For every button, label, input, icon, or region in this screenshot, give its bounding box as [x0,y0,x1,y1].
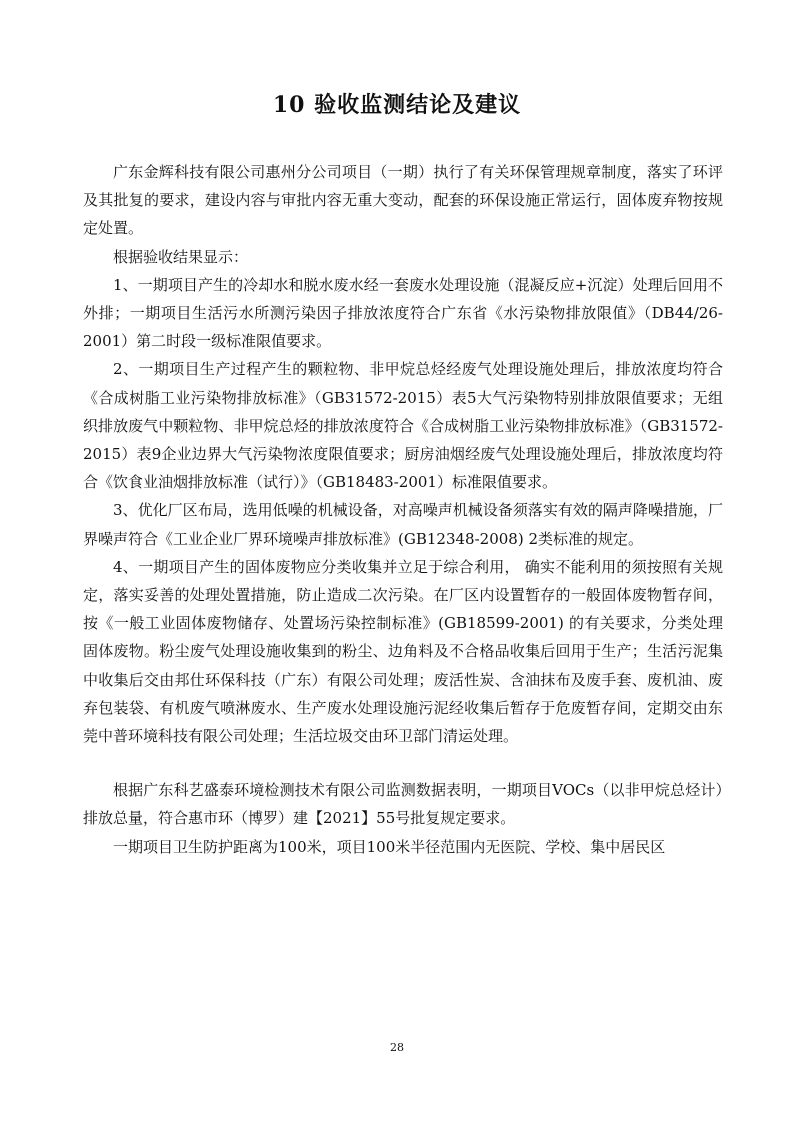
paragraph-wastewater: 1、一期项目产生的冷却水和脱水废水经一套废水处理设施（混凝反应+沉淀）处理后回用不外排；一期项目生活污水所测污染因子排放浓度符合广东省《水污染物排放限值》（DB44/26-2001）第二时段一级标准限值要求。 [83,275,723,351]
document-body [83,158,723,861]
paragraph-summary: 广东金辉科技有限公司惠州分公司项目（一期）执行了有关环保管理规章制度，落实了环评及其批复的要求，建设内容与审批内容无重大变动，配套的环保设施正常运行，固体废弃物按规定处置。 [83,163,723,238]
paragraph-exhaust-gas: 2、一期项目生产过程产生的颗粒物、非甲烷总烃经废气处理设施处理后，排放浓度均符合《合成树脂工业污染物排放标准》（GB31572-2015）表5大气污染物特别排放限值要求；无组织排放废气中颗粒物、非甲烷总烃的排放浓度符合《合成树脂工业污染物排放标准》（GB31572-2015）表9企业边界大气污染物浓度限值要求；厨房油烟经废气处理设施处理后，排放浓度均符合《饮食业油烟排放标准（试行）》（GB18483-2001）标准限值要求。 [83,360,723,492]
section-title: 10 验收监测结论及建议 [272,92,522,118]
page-number: 28 [390,1041,404,1054]
paragraph-noise: 3、优化厂区布局，选用低噪的机械设备，对高噪声机械设备须落实有效的隔声降噪措施，厂界噪声符合《工业企业厂界环境噪声排放标准》(GB12348-2008) 2类标准的规定。 [83,501,723,548]
paragraph-vocs: 根据广东科艺盛泰环境检测技术有限公司监测数据表明，一期项目VOCs（以非甲烷总烃计）排放总量，符合惠市环（博罗）建【2021】55号批复规定要求。 [83,781,723,828]
paragraph-solid-waste: 4、一期项目产生的固体废物应分类收集并立足于综合利用， 确实不能利用的须按照有关规定，落实妥善的处理处置措施，防止造成二次污染。在厂区内设置暂存的一般固体废物暂存间，按《一般工业固体废物储存、处置场污染控制标准》(GB18599-2001) 的有关要求，分类处理固体废物。粉尘废气处理设施收集到的粉尘、边角料及不合格品收集后回用于生产；生活污泥集中收集后交由邦仕环保科技（广东）有限公司处理；废活性炭、含油抹布及废手套、废机油、废弃包装袋、有机废气喷淋废水、生产废水处理设施污泥经收集后暂存于危废暂存间，定期交由东莞中普环境科技有限公司处理；生活垃圾交由环卫部门清运处理。 [83,557,723,746]
paragraph-protection-distance: 一期项目卫生防护距离为100米，项目100米半径范围内无医院、学校、集中居民区 [113,837,666,856]
paragraph-results-intro: 根据验收结果显示： [113,247,249,266]
